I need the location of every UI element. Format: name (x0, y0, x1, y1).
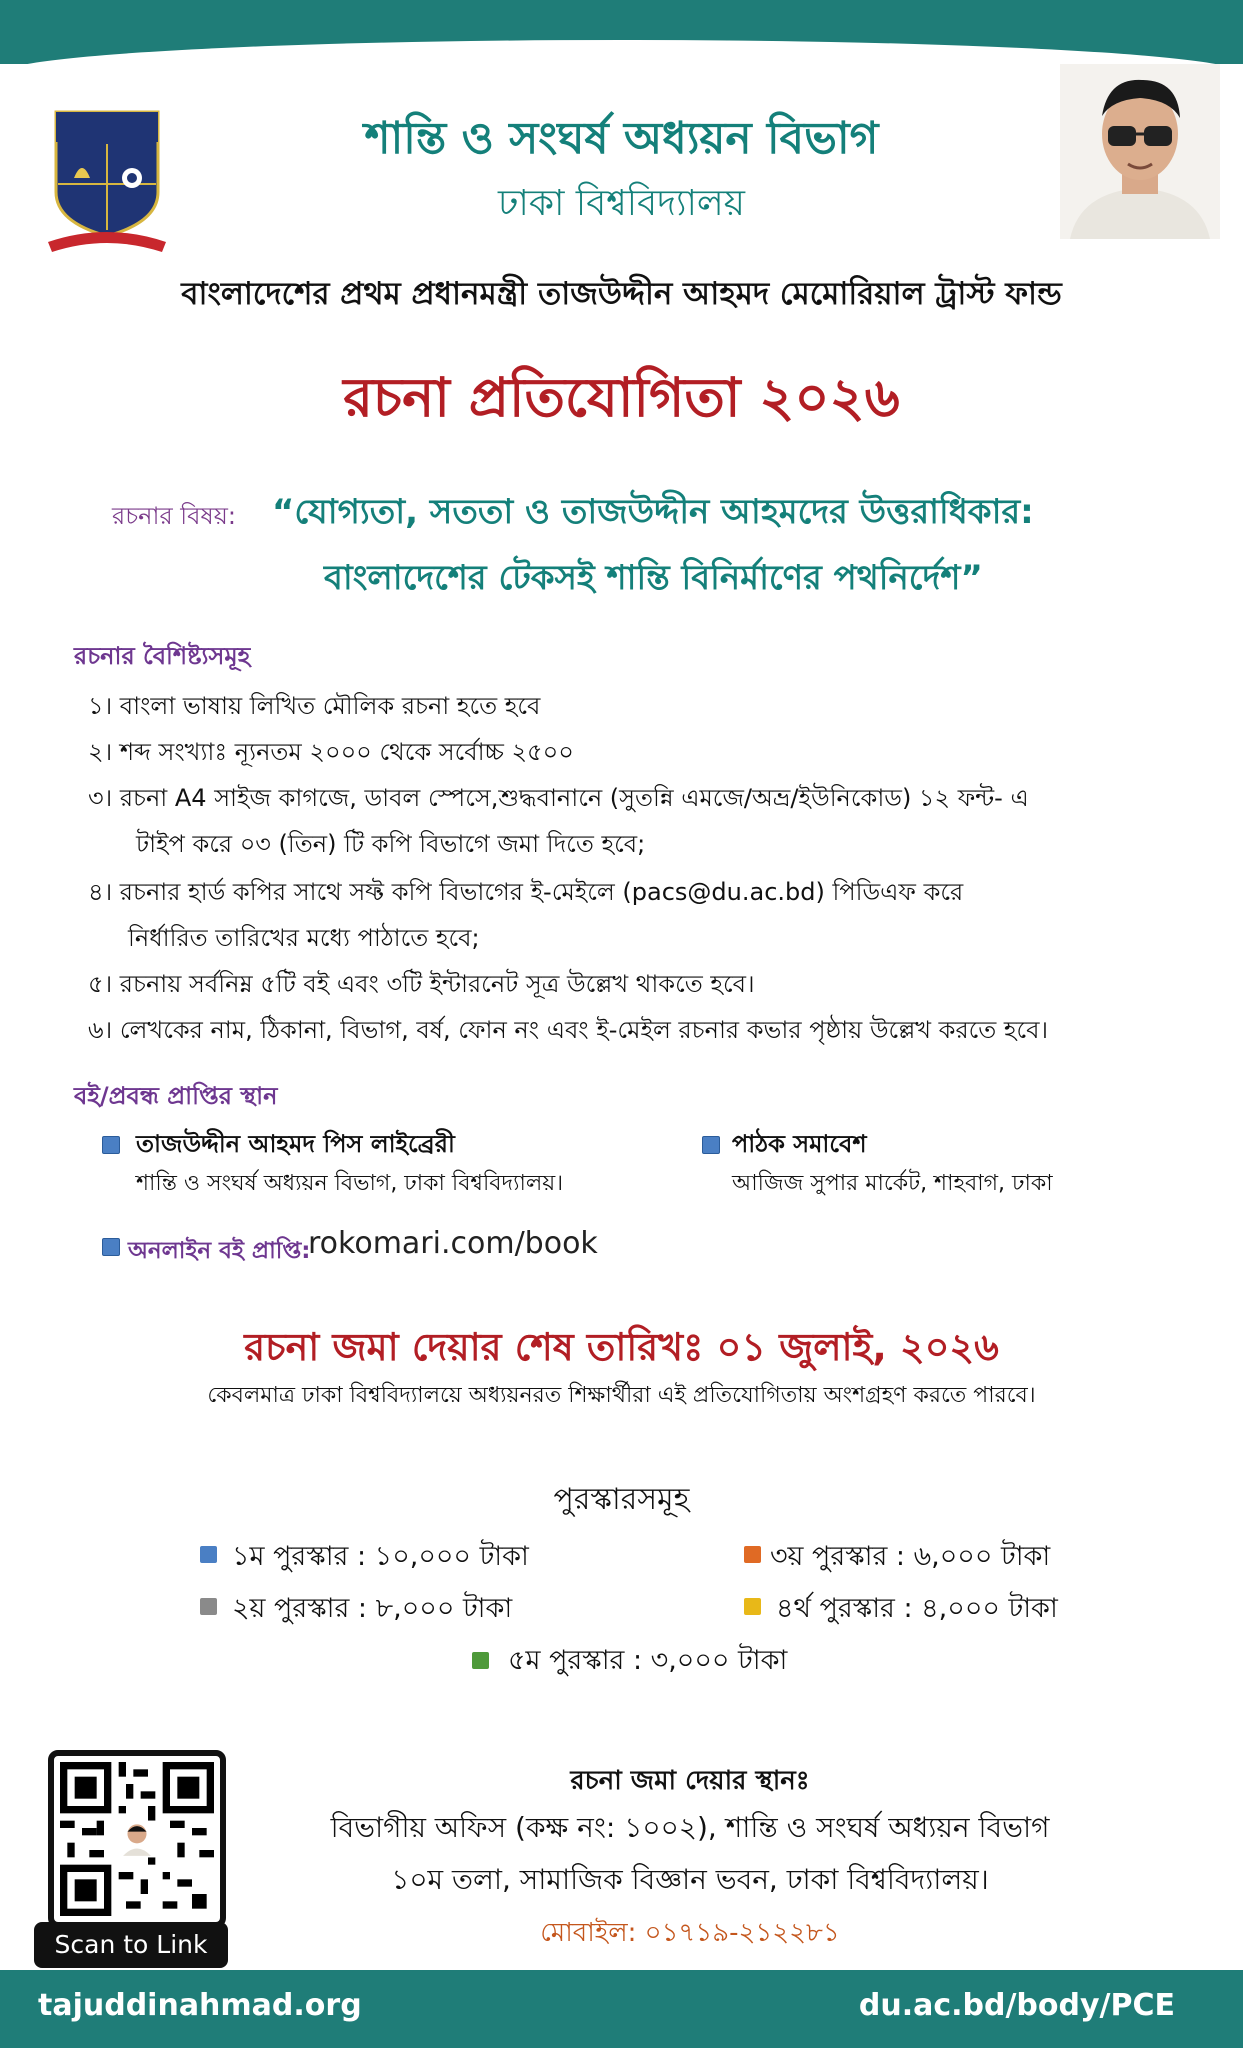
prize-third: ৩য় পুরস্কার : ৬,০০০ টাকা (770, 1541, 1051, 1572)
topic-label: রচনার বিষয়: (112, 502, 236, 530)
footer-website-link[interactable]: tajuddinahmad.org (38, 1988, 362, 2023)
library-name: তাজউদ্দীন আহমদ পিস লাইব্রেরী (136, 1130, 455, 1158)
prize-first: ১ম পুরস্কার : ১০,০০০ টাকা (232, 1541, 529, 1572)
prize-fourth: ৪র্থ পুরস্কার : ৪,০০০ টাকা (776, 1593, 1058, 1624)
shop-name: পাঠক সমাবেশ (732, 1130, 867, 1158)
feature-item: ৬। লেখকের নাম, ঠিকানা, বিভাগ, বর্ষ, ফোন নং এবং ই-মেইল রচনার কভার পৃষ্ঠায় উল্লেখ করতে হবে। (88, 1016, 1049, 1044)
book-icon (102, 1238, 120, 1256)
department-title: শান্তি ও সংঘর্ষ অধ্যয়ন বিভাগ (364, 113, 879, 164)
prize-marker-icon (200, 1598, 217, 1615)
prize-marker-icon (472, 1652, 489, 1669)
features-heading: রচনার বৈশিষ্ট্যসমূহ (74, 642, 251, 670)
submission-address-line-2: ১০ম তলা, সামাজিক বিজ্ঞান ভবন, ঢাকা বিশ্ববিদ্যালয়। (391, 1863, 989, 1896)
submission-deadline: রচনা জমা দেয়ার শেষ তারিখঃ ০১ জুলাই, ২০২৬ (244, 1325, 999, 1369)
topic-line-1: “যোগ্যতা, সততা ও তাজউদ্দীন আহমদের উত্তরাধিকার: (272, 492, 1034, 532)
prize-marker-icon (744, 1546, 761, 1563)
prize-marker-icon (744, 1598, 761, 1615)
submission-heading: রচনা জমা দেয়ার স্থানঃ (570, 1766, 810, 1796)
feature-item: ৩। রচনা A4 সাইজ কাগজে, ডাবল স্পেসে,শুদ্ধবানানে (সুতন্নি এমজে/অভ্র/ইউনিকোড) ১২ ফন্ট- এ (88, 784, 1029, 812)
prize-fifth: ৫ম পুরস্কার : ৩,০০০ টাকা (508, 1645, 788, 1676)
library-address: শান্তি ও সংঘর্ষ অধ্যয়ন বিভাগ, ঢাকা বিশ্ববিদ্যালয়। (136, 1171, 564, 1196)
feature-item-continued: নির্ধারিত তারিখের মধ্যে পাঠাতে হবে; (128, 924, 480, 952)
prize-marker-icon (200, 1546, 217, 1563)
scan-to-link-label[interactable]: Scan to Link (34, 1922, 228, 1968)
topic-line-2: বাংলাদেশের টেকসই শান্তি বিনির্মাণের পথনির্দেশ” (324, 558, 983, 598)
feature-item: ৪। রচনার হার্ড কপির সাথে সফ্ট কপি বিভাগের ই-মেইলে (pacs@du.ac.bd) পিডিএফ করে (88, 878, 964, 906)
university-title: ঢাকা বিশ্ববিদ্যালয় (498, 183, 745, 224)
trust-fund-title: বাংলাদেশের প্রথম প্রধানমন্ত্রী তাজউদ্দীন আহমদ মেমোরিয়াল ট্রাস্ট ফান্ড (181, 276, 1062, 312)
online-books-link[interactable]: rokomari.com/book (308, 1226, 598, 1261)
online-books-label: অনলাইন বই প্রাপ্তি: (128, 1238, 311, 1264)
shop-address: আজিজ সুপার মার্কেট, শাহবাগ, ঢাকা (732, 1171, 1053, 1196)
eligibility-note: কেবলমাত্র ঢাকা বিশ্ববিদ্যালয়ে অধ্যয়নরত শিক্ষার্থীরা এই প্রতিযোগিতায় অংশগ্রহণ করতে পারবে। (207, 1383, 1036, 1408)
competition-title: রচনা প্রতিযোগিতা ২০২৬ (343, 366, 900, 429)
prizes-heading: পুরস্কারসমূহ (553, 1482, 690, 1517)
feature-item: ৫। রচনায় সর্বনিম্ন ৫টি বই এবং ৩টি ইন্টারনেট সূত্র উল্লেখ থাকতে হবে। (88, 970, 755, 998)
book-icon (102, 1136, 120, 1154)
prize-second: ২য় পুরস্কার : ৮,০০০ টাকা (232, 1593, 513, 1624)
submission-address-line-1: বিভাগীয় অফিস (কক্ষ নং: ১০০২), শান্তি ও সংঘর্ষ অধ্যয়ন বিভাগ (330, 1811, 1050, 1844)
feature-item-continued: টাইপ করে ০৩ (তিন) টি কপি বিভাগে জমা দিতে হবে; (136, 830, 646, 858)
mobile-number: মোবাইল: ০১৭১৯-২১২২৮১ (540, 1918, 840, 1948)
feature-item: ১। বাংলা ভাষায় লিখিত মৌলিক রচনা হতে হবে (88, 692, 541, 720)
footer-department-link[interactable]: du.ac.bd/body/PCE (858, 1988, 1175, 2023)
feature-item: ২। শব্দ সংখ্যাঃ ন্যূনতম ২০০০ থেকে সর্বোচ্চ ২৫০০ (88, 738, 574, 766)
book-icon (702, 1136, 720, 1154)
sources-heading: বই/প্রবন্ধ প্রাপ্তির স্থান (74, 1082, 278, 1110)
